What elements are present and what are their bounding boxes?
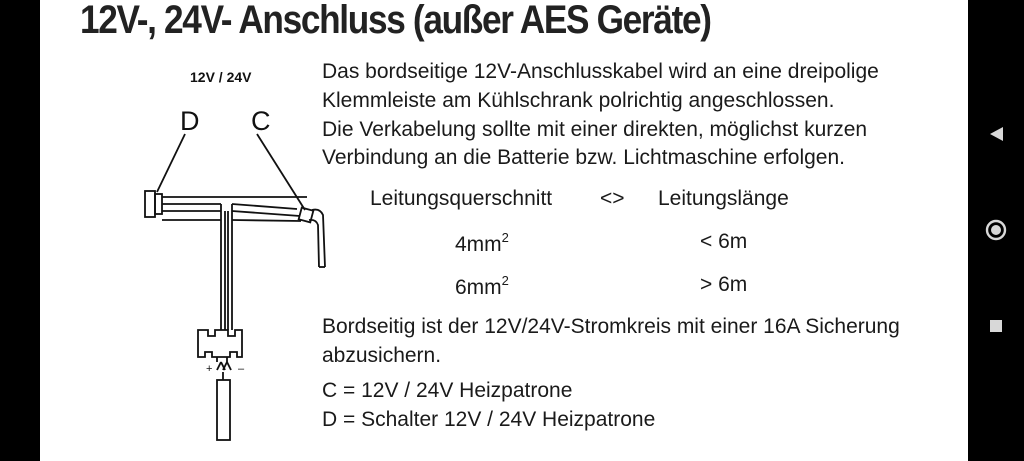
back-triangle-icon[interactable] [984, 122, 1008, 146]
legend-d: D = Schalter 12V / 24V Heizpatrone [322, 408, 656, 431]
table-row-1-length: < 6m [700, 230, 748, 253]
section-value: 4mm [455, 233, 502, 256]
home-circle-icon[interactable] [984, 218, 1008, 242]
paragraph1-line1: Das bordseitige 12V-Anschlusskabel wird an eine dreipolige [322, 60, 879, 83]
recents-square-icon[interactable] [984, 314, 1008, 338]
document-page [40, 0, 968, 461]
diagram-label-c: C [251, 106, 271, 136]
table-header-section: Leitungsquerschnitt [370, 187, 553, 210]
paragraph2-line2: abzusichern. [322, 344, 442, 367]
diagram-label-d: D [180, 106, 200, 136]
paragraph2-line1: Bordseitig ist der 12V/24V-Stromkreis mit einer 16A Sicherung [322, 315, 900, 338]
table-row-2-section [455, 273, 509, 300]
wiring-lines [145, 134, 325, 440]
page-title: 12V-, 24V- Anschluss (außer AES Geräte) [80, 0, 711, 42]
wiring-diagram [95, 60, 355, 450]
diagram-voltage-label: 12V / 24V [190, 69, 252, 85]
diagram-label-plus: + [206, 363, 213, 375]
section-superscript: 2 [501, 273, 509, 288]
section-value: 6mm [455, 276, 502, 299]
paragraph1-line2: Klemmleiste am Kühlschrank polrichtig angeschlossen. [322, 89, 835, 112]
paragraph1-line3: Die Verkabelung sollte mit einer direkten, möglichst kurzen [322, 118, 868, 141]
legend-c: C = 12V / 24V Heizpatrone [322, 379, 573, 402]
table-row-2-length: > 6m [700, 273, 748, 296]
paragraph1-line4: Verbindung an die Batterie bzw. Lichtmaschine erfolgen. [322, 146, 846, 169]
table-row-1-section [455, 230, 509, 257]
table-header-separator: <> [600, 187, 625, 210]
section-superscript: 2 [501, 230, 509, 245]
diagram-label-minus: – [238, 363, 245, 375]
table-header-length: Leitungslänge [658, 187, 789, 210]
android-nav-bar [968, 0, 1024, 461]
